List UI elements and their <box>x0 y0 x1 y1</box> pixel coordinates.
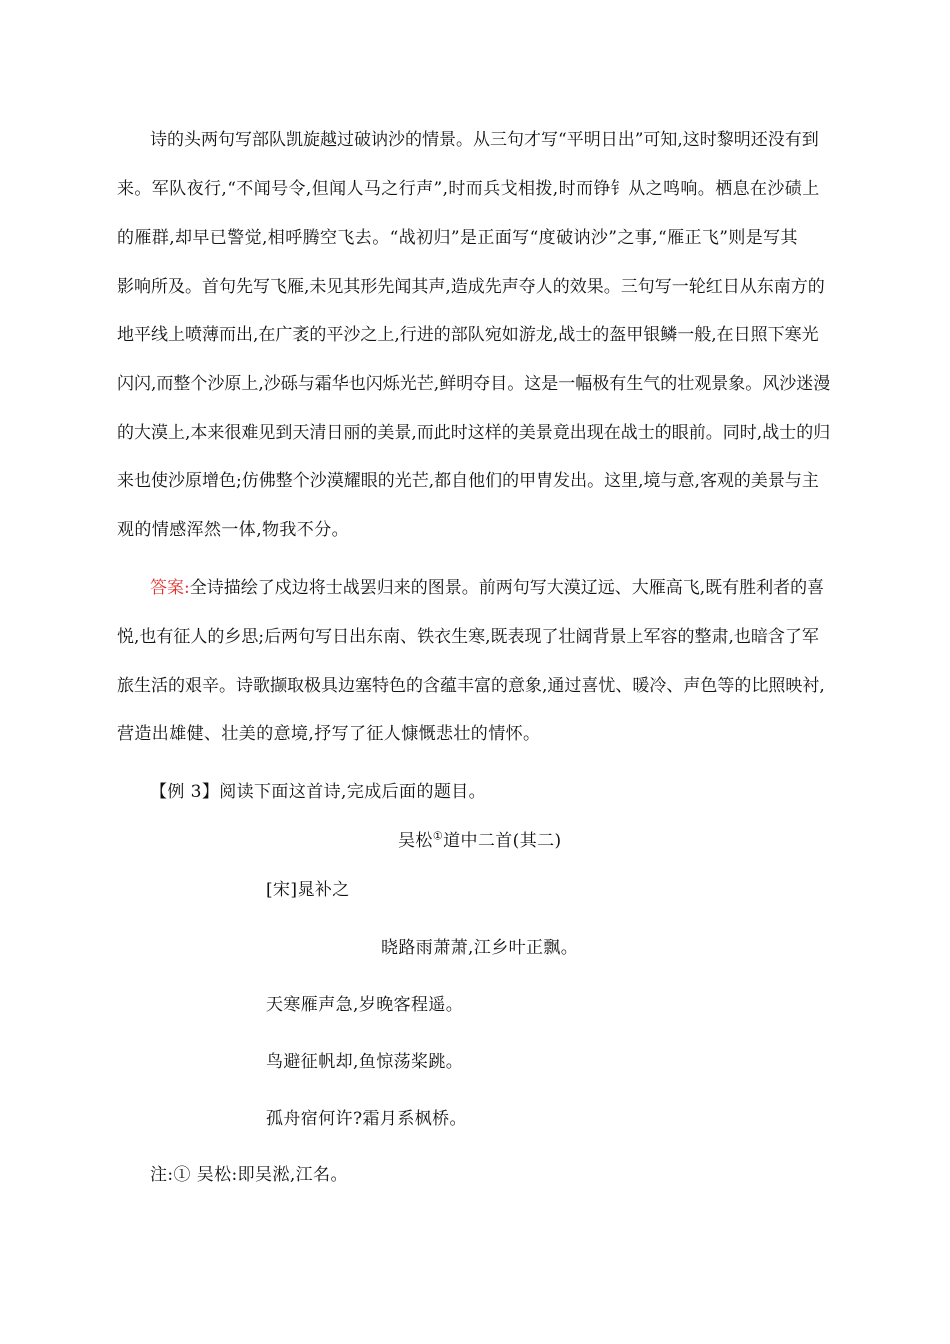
analysis-line-7: 的大漠上,本来很难见到天清日丽的美景,而此时这样的美景竟出现在战士的眼前。同时,战士的归 <box>117 423 831 443</box>
poem-title-part1: 吴松 <box>398 831 433 851</box>
poem-title <box>398 829 562 853</box>
answer-line-1-text: 全诗描绘了戍边将士战罢归来的图景。前两句写大漠辽远、大雁高飞,既有胜利者的喜 <box>189 578 825 598</box>
answer-line-1 <box>150 576 824 600</box>
answer-label: 答案: <box>150 578 190 598</box>
answer-line-3: 旅生活的艰辛。诗歌撷取极具边塞特色的含蕴丰富的意象,通过喜忧、暖冷、声色等的比照映衬, <box>117 676 825 696</box>
poem-title-part2: 道中二首(其二) <box>443 831 562 851</box>
analysis-line-2: 来。军队夜行,“不闻号令,但闻人马之行声”,时而兵戈相拨,时而铮钅从之鸣响。栖息在沙碛上 <box>117 179 820 199</box>
poem-verse-1: 晓路雨萧萧,江乡叶正飘。 <box>381 938 579 958</box>
answer-line-4: 营造出雄健、壮美的意境,抒写了征人慷慨悲壮的情怀。 <box>117 724 541 744</box>
analysis-line-4: 影响所及。首句先写飞雁,未见其形先闻其声,造成先声夺人的效果。三句写一轮红日从东南方的 <box>117 277 825 297</box>
poem-author: [宋]晁补之 <box>266 880 350 900</box>
example-label: 【例 3】 <box>150 782 220 802</box>
poem-title-footnote-mark: ① <box>432 829 444 843</box>
poem-footnote: 注:① 吴松:即吴淞,江名。 <box>150 1165 348 1185</box>
poem-verse-2: 天寒雁声急,岁晚客程遥。 <box>266 995 464 1015</box>
example-text: 阅读下面这首诗,完成后面的题目。 <box>219 782 487 802</box>
analysis-line-6: 闪闪,而整个沙原上,沙砾与霜华也闪烁光芒,鲜明夺目。这是一幅极有生气的壮观景象。风沙迷漫 <box>117 374 831 394</box>
example-heading <box>150 780 486 804</box>
poem-verse-4: 孤舟宿何许?霜月系枫桥。 <box>266 1109 467 1129</box>
poem-verse-3: 鸟避征帆却,鱼惊荡桨跳。 <box>266 1052 464 1072</box>
analysis-line-3: 的雁群,却早已警觉,相呼腾空飞去。“战初归”是正面写“度破讷沙”之事,“雁正飞”则是写其 <box>117 228 798 248</box>
analysis-line-9: 观的情感浑然一体,物我不分。 <box>117 520 350 540</box>
analysis-line-1: 诗的头两句写部队凯旋越过破讷沙的情景。从三句才写“平明日出”可知,这时黎明还没有到 <box>150 130 819 150</box>
answer-line-2: 悦,也有征人的乡思;后两句写日出东南、铁衣生寒,既表现了壮阔背景上军容的整肃,也暗含了军 <box>117 627 819 647</box>
analysis-line-5: 地平线上喷薄而出,在广袤的平沙之上,行进的部队宛如游龙,战士的盔甲银鳞一般,在日照下寒光 <box>117 325 819 345</box>
analysis-line-8: 来也使沙原增色;仿佛整个沙漠耀眼的光芒,都自他们的甲胄发出。这里,境与意,客观的美景与主 <box>117 471 819 491</box>
